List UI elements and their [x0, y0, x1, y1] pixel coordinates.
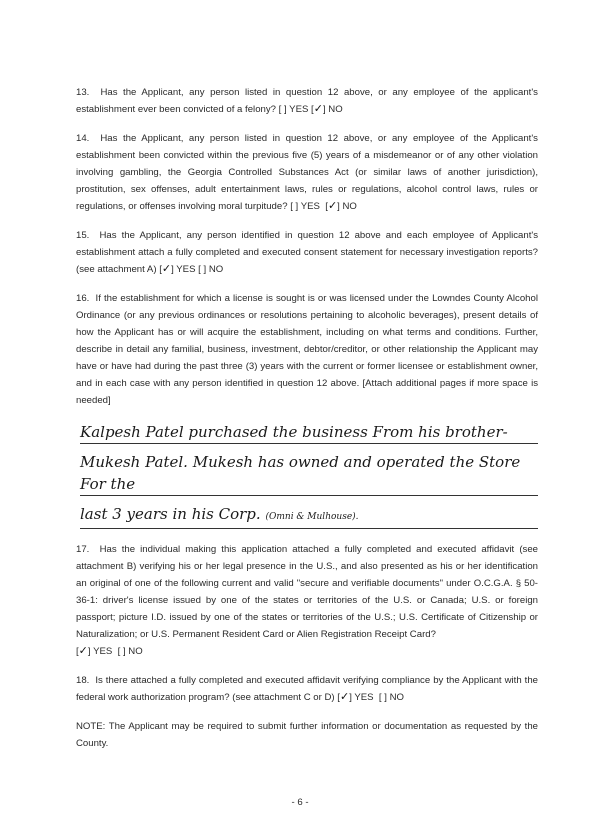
- question-text: Is there attached a fully completed and executed affidavit verifying compliance by the Applicant with the federal work authorization program? (see attachment C or D): [76, 675, 538, 703]
- yes-checkbox[interactable]: [✓]: [159, 262, 174, 275]
- question-text: If the establishment for which a license is sought is or was licensed under the Lowndes County Alcohol Ordinance (or any previous ordinances or resolutions pertaining to alcoholic beverages), present details of how the Applicant has or will acquire the establishment, including on what terms and conditions. Further, describe in detail any familial, business, investment, debtor/creditor, or other relationship the Applicant may have or have had during the past three (3) years with the current or former licensee or establishment owner, and in each case with any person identified in question 12 above. [Attach additional pages if more space is needed]: [76, 293, 538, 406]
- handwritten-answer-line-1[interactable]: [80, 421, 538, 444]
- no-label: NO: [342, 201, 357, 212]
- question-text: Has the Applicant, any person listed in question 12 above, or any employee of the Applicant's establishment been convicted within the previous five (5) years of a misdemeanor or of any other violation involving gambling, the Georgia Controlled Substances Act (or similar laws of another jurisdiction), prostitution, sex offenses, adult entertainment laws, rules or regulations, alcohol control laws, rules or regulations, or offenses involving moral turpitude?: [76, 133, 538, 212]
- yes-checkbox[interactable]: [✓]: [337, 690, 352, 703]
- handwritten-text: last 3 years in his Corp.: [80, 505, 261, 523]
- no-checkbox[interactable]: [ ]: [198, 264, 207, 275]
- no-checkbox[interactable]: [ ]: [117, 646, 126, 657]
- check-mark-icon: ✓: [78, 644, 88, 657]
- no-label: NO: [208, 264, 224, 275]
- no-checkbox[interactable]: [ ]: [378, 692, 387, 703]
- check-mark-icon: ✓: [161, 262, 172, 275]
- question-number: 18.: [76, 675, 90, 686]
- yes-checkbox[interactable]: [ ]: [278, 104, 287, 115]
- handwritten-answer-line-3[interactable]: [80, 503, 538, 529]
- question-text: Has the individual making this application attached a fully completed and executed affidavit (see attachment B) verifying his or her legal presence in the U.S., and also presented as his or her identification an original of one of the following current and valid "secure and verifiable documents" under O.C.G.A. § 50-36-1: driver's license issued by one of the states or territories of the U.S. or Canada; U.S. or foreign passport; picture I.D. issued by one of the states or territories of the U.S.; U.S. Certificate of Citizenship or Naturalization; or U.S. Permanent Resident Card or Alien Registration Receipt Card?: [76, 544, 538, 640]
- question-13: [76, 84, 538, 118]
- handwritten-text: Mukesh Patel. Mukesh has owned and operated the Store For the: [80, 453, 521, 493]
- question-18: [76, 672, 538, 706]
- handwritten-text-small: (Omni & Mulhouse).: [265, 512, 359, 522]
- yes-label: YES: [93, 646, 113, 657]
- no-label: NO: [128, 646, 143, 657]
- check-mark-icon: ✓: [339, 690, 350, 703]
- yes-label: YES: [176, 264, 196, 275]
- question-number: 13.: [76, 87, 90, 98]
- handwritten-answer-line-2[interactable]: [80, 451, 538, 496]
- handwritten-text: Kalpesh Patel purchased the business From his brother-: [80, 423, 508, 441]
- question-number: 14.: [76, 133, 90, 144]
- question-16: [76, 290, 538, 409]
- no-label: NO: [328, 104, 343, 115]
- note: NOTE: The Applicant may be required to submit further information or documentation as requested by the County.: [76, 721, 538, 749]
- yes-checkbox[interactable]: [✓]: [76, 644, 91, 657]
- no-checkbox[interactable]: [✓]: [311, 102, 326, 115]
- yes-label: YES: [289, 104, 309, 115]
- question-text: Has the Applicant, any person listed in question 12 above, or any employee of the applicant's establishment ever been convicted of a felony?: [76, 87, 538, 115]
- question-number: 17.: [76, 544, 90, 555]
- yes-label: YES: [300, 201, 320, 212]
- question-text: Has the Applicant, any person identified in question 12 above and each employee of Applicant's establishment attach a fully completed and executed consent statement for necessary investigation reports? (see attachment A): [76, 230, 538, 275]
- question-15: [76, 227, 538, 278]
- yes-checkbox[interactable]: [ ]: [290, 201, 299, 212]
- check-mark-icon: ✓: [327, 199, 338, 212]
- question-14: [76, 130, 538, 215]
- no-checkbox[interactable]: [✓]: [325, 199, 340, 212]
- question-number: 15.: [76, 230, 90, 241]
- check-mark-icon: ✓: [313, 102, 323, 115]
- question-17: [76, 541, 538, 660]
- page-number: - 6 -: [291, 797, 309, 808]
- yes-label: YES: [354, 692, 374, 703]
- handwritten-answer: [80, 421, 538, 529]
- question-number: 16.: [76, 293, 90, 304]
- no-label: NO: [389, 692, 404, 703]
